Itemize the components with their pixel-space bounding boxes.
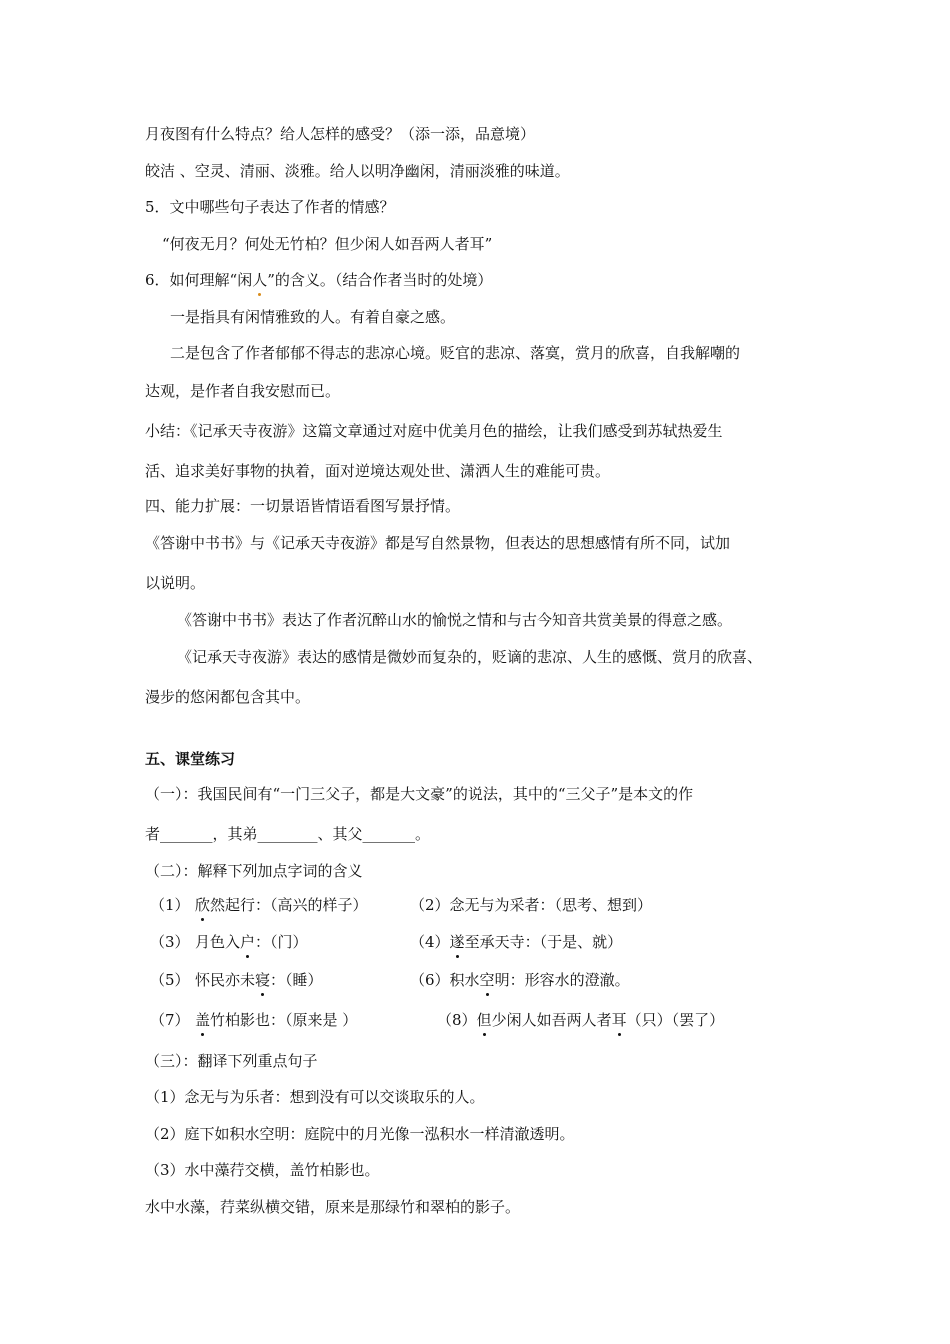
vocab-item	[195, 1010, 357, 1030]
vocab-row	[0, 970, 950, 990]
exercise-heading: （三）：翻译下列重点句子	[145, 1052, 318, 1070]
text-line: 以说明。	[145, 574, 206, 592]
text-segment: 少闲人如吾两人者	[491, 1011, 612, 1029]
text-segment: 然起行：（高兴的样子）	[210, 896, 368, 914]
text-segment: 至承天寺：（于是、就）	[464, 933, 623, 951]
dotted-char: 人	[252, 271, 268, 289]
item-number: （7）	[150, 1011, 190, 1029]
vocab-row	[0, 932, 950, 952]
answer-line: 达观，是作者自我安慰而已。	[145, 382, 341, 400]
dotted-char: 但	[476, 1011, 492, 1029]
text-line: 月夜图有什么特点？给人怎样的感受？（添一添，品意境）	[145, 125, 536, 143]
text-segment: （6）积水	[410, 971, 480, 989]
text-segment: 竹柏影也：（原来是 ）	[210, 1011, 358, 1029]
text-segment: 明：形容水的澄澈。	[494, 971, 630, 989]
exercise-heading: （二）：解释下列加点字词的含义	[145, 862, 363, 880]
dotted-char: 遂	[449, 933, 465, 951]
exercise-blanks: 者_______，其弟________、其父_______。	[145, 825, 431, 843]
vocab-item	[410, 970, 630, 990]
item-number: （3）	[150, 933, 190, 951]
text-segment: （只）（罢了）	[626, 1011, 725, 1029]
dotted-char: 空	[479, 971, 495, 989]
text-segment: ：（门）	[255, 933, 308, 951]
translation-line: （2）庭下如积水空明：庭院中的月光像一泓积水一样清澈透明。	[145, 1125, 575, 1143]
summary-line: 小结：《记承天寺夜游》这篇文章通过对庭中优美月色的描绘，让我们感受到苏轼热爱生	[145, 422, 723, 440]
dotted-char: 欣	[195, 896, 211, 914]
vocab-item: （2）念无与为采者：（思考、想到）	[410, 896, 653, 914]
translation-line: 水中水藻，荇菜纵横交错，原来是那绿竹和翠柏的影子。	[145, 1198, 521, 1216]
item-number: （4）	[410, 933, 450, 951]
text-line: 皎洁 、空灵、清丽、淡雅。给人以明净幽闲，清丽淡雅的味道。	[145, 162, 570, 180]
answer-line: 《记承天寺夜游》表达的感情是微妙而复杂的，贬谪的悲凉、人生的感慨、赏月的欣喜、	[177, 648, 763, 666]
vocab-row	[0, 895, 950, 915]
vocab-item	[195, 970, 323, 990]
vocab-row	[0, 1010, 950, 1030]
answer-line: 《答谢中书书》表达了作者沉醉山水的愉悦之情和与古今知音共赏美景的得意之感。	[177, 611, 733, 629]
text-segment: 6．如何理解“闲	[145, 271, 253, 289]
exercise-line: （一）：我国民间有“一门三父子，都是大文豪”的说法，其中的“三父子”是本文的作	[145, 785, 694, 803]
vocab-item	[195, 895, 368, 915]
translation-line: （1）念无与为乐者：想到没有可以交谈取乐的人。	[145, 1088, 485, 1106]
translation-line: （3）水中藻荇交横，盖竹柏影也。	[145, 1161, 380, 1179]
text-line: 《答谢中书书》与《记承天寺夜游》都是写自然景物，但表达的思想感情有所不同，试加	[145, 534, 731, 552]
text-segment: ：（睡）	[270, 971, 323, 989]
section-5-heading: 五、课堂练习	[145, 750, 236, 768]
vocab-item	[410, 932, 622, 952]
question-5: 5．文中哪些句子表达了作者的情感？	[145, 198, 395, 216]
vocab-item	[195, 932, 308, 952]
item-number: （1）	[150, 896, 190, 914]
text-segment: 怀民亦未	[195, 971, 256, 989]
answer-line: 漫步的悠闲都包含其中。	[145, 688, 311, 706]
section-4-heading: 四、能力扩展：一切景语皆情语看图写景抒情。	[145, 497, 461, 515]
item-number: （8）	[437, 1011, 477, 1029]
text-segment: ”的含义。（结合作者当时的处境）	[267, 271, 493, 289]
dotted-char: 盖	[195, 1011, 211, 1029]
quote-line: “何夜无月？何处无竹柏？但少闲人如吾两人者耳”	[162, 235, 493, 253]
question-6	[145, 270, 492, 290]
dotted-char: 户	[240, 933, 256, 951]
answer-line: 一是指具有闲情雅致的人。有着自豪之感。	[170, 308, 456, 326]
text-segment: 月色入	[195, 933, 241, 951]
dotted-char: 耳	[611, 1011, 627, 1029]
item-number: （5）	[150, 971, 190, 989]
summary-line: 活、追求美好事物的执着，面对逆境达观处世、潇洒人生的难能可贵。	[145, 462, 611, 480]
dotted-char: 寝	[255, 971, 271, 989]
vocab-item	[437, 1010, 724, 1030]
answer-line: 二是包含了作者郁郁不得志的悲凉心境。贬官的悲凉、落寞，赏月的欣喜，自我解嘲的	[170, 344, 741, 362]
